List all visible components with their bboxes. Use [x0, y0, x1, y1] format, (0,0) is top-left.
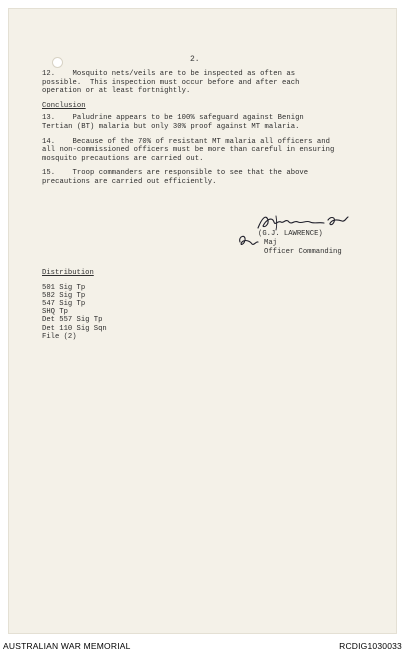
text-line: 14. Because of the 70% of resistant MT malaria all officers and — [42, 137, 330, 146]
archive-name: AUSTRALIAN WAR MEMORIAL — [3, 641, 131, 651]
archive-footer — [0, 640, 406, 654]
signatory-role: Officer Commanding — [264, 248, 342, 256]
text-line: operation or at least fortnightly. — [42, 87, 191, 96]
list-item: 582 Sig Tp — [42, 292, 86, 301]
list-item: 501 Sig Tp — [42, 284, 86, 293]
text-line: 15. Troop commanders are responsible to see that the above — [42, 169, 309, 178]
page-number: 2. — [190, 55, 200, 64]
text-line: possible. This inspection must occur before and after each — [42, 78, 300, 87]
text-line: precautions are carried out efficiently. — [42, 177, 217, 186]
list-item: File (2) — [42, 332, 77, 341]
distribution-heading: Distribution — [42, 269, 94, 277]
paragraph-12 — [42, 70, 372, 96]
text-line: mosquito precautions are carried out. — [42, 154, 204, 163]
list-item: Det 110 Sig Sqn — [42, 324, 107, 333]
list-item: 547 Sig Tp — [42, 300, 86, 309]
text-line: 12. Mosquito nets/veils are to be inspected as often as — [42, 70, 296, 78]
signatory-name: (G.J. LAWRENCE) — [258, 230, 323, 238]
paragraph-15 — [42, 169, 372, 186]
text-line: 13. Paludrine appears to be 100% safeguard against Benign — [42, 114, 304, 123]
distribution-list — [42, 269, 107, 341]
archive-reference: RCDIG1030033 — [339, 641, 402, 651]
punch-hole — [52, 57, 63, 68]
paragraph-13 — [42, 114, 372, 131]
list-item: SHQ Tp — [42, 308, 68, 317]
document-body — [42, 70, 372, 193]
signatory-rank: Maj — [264, 239, 277, 247]
conclusion-heading: Conclusion — [42, 101, 86, 110]
paragraph-14 — [42, 138, 372, 164]
text-line: Tertian (BT) malaria but only 30% proof against MT malaria. — [42, 122, 300, 131]
list-item: Det 557 Sig Tp — [42, 316, 103, 325]
text-line: all non-commissioned officers must be more than careful in ensuring — [42, 146, 335, 155]
signature-block — [236, 208, 376, 260]
